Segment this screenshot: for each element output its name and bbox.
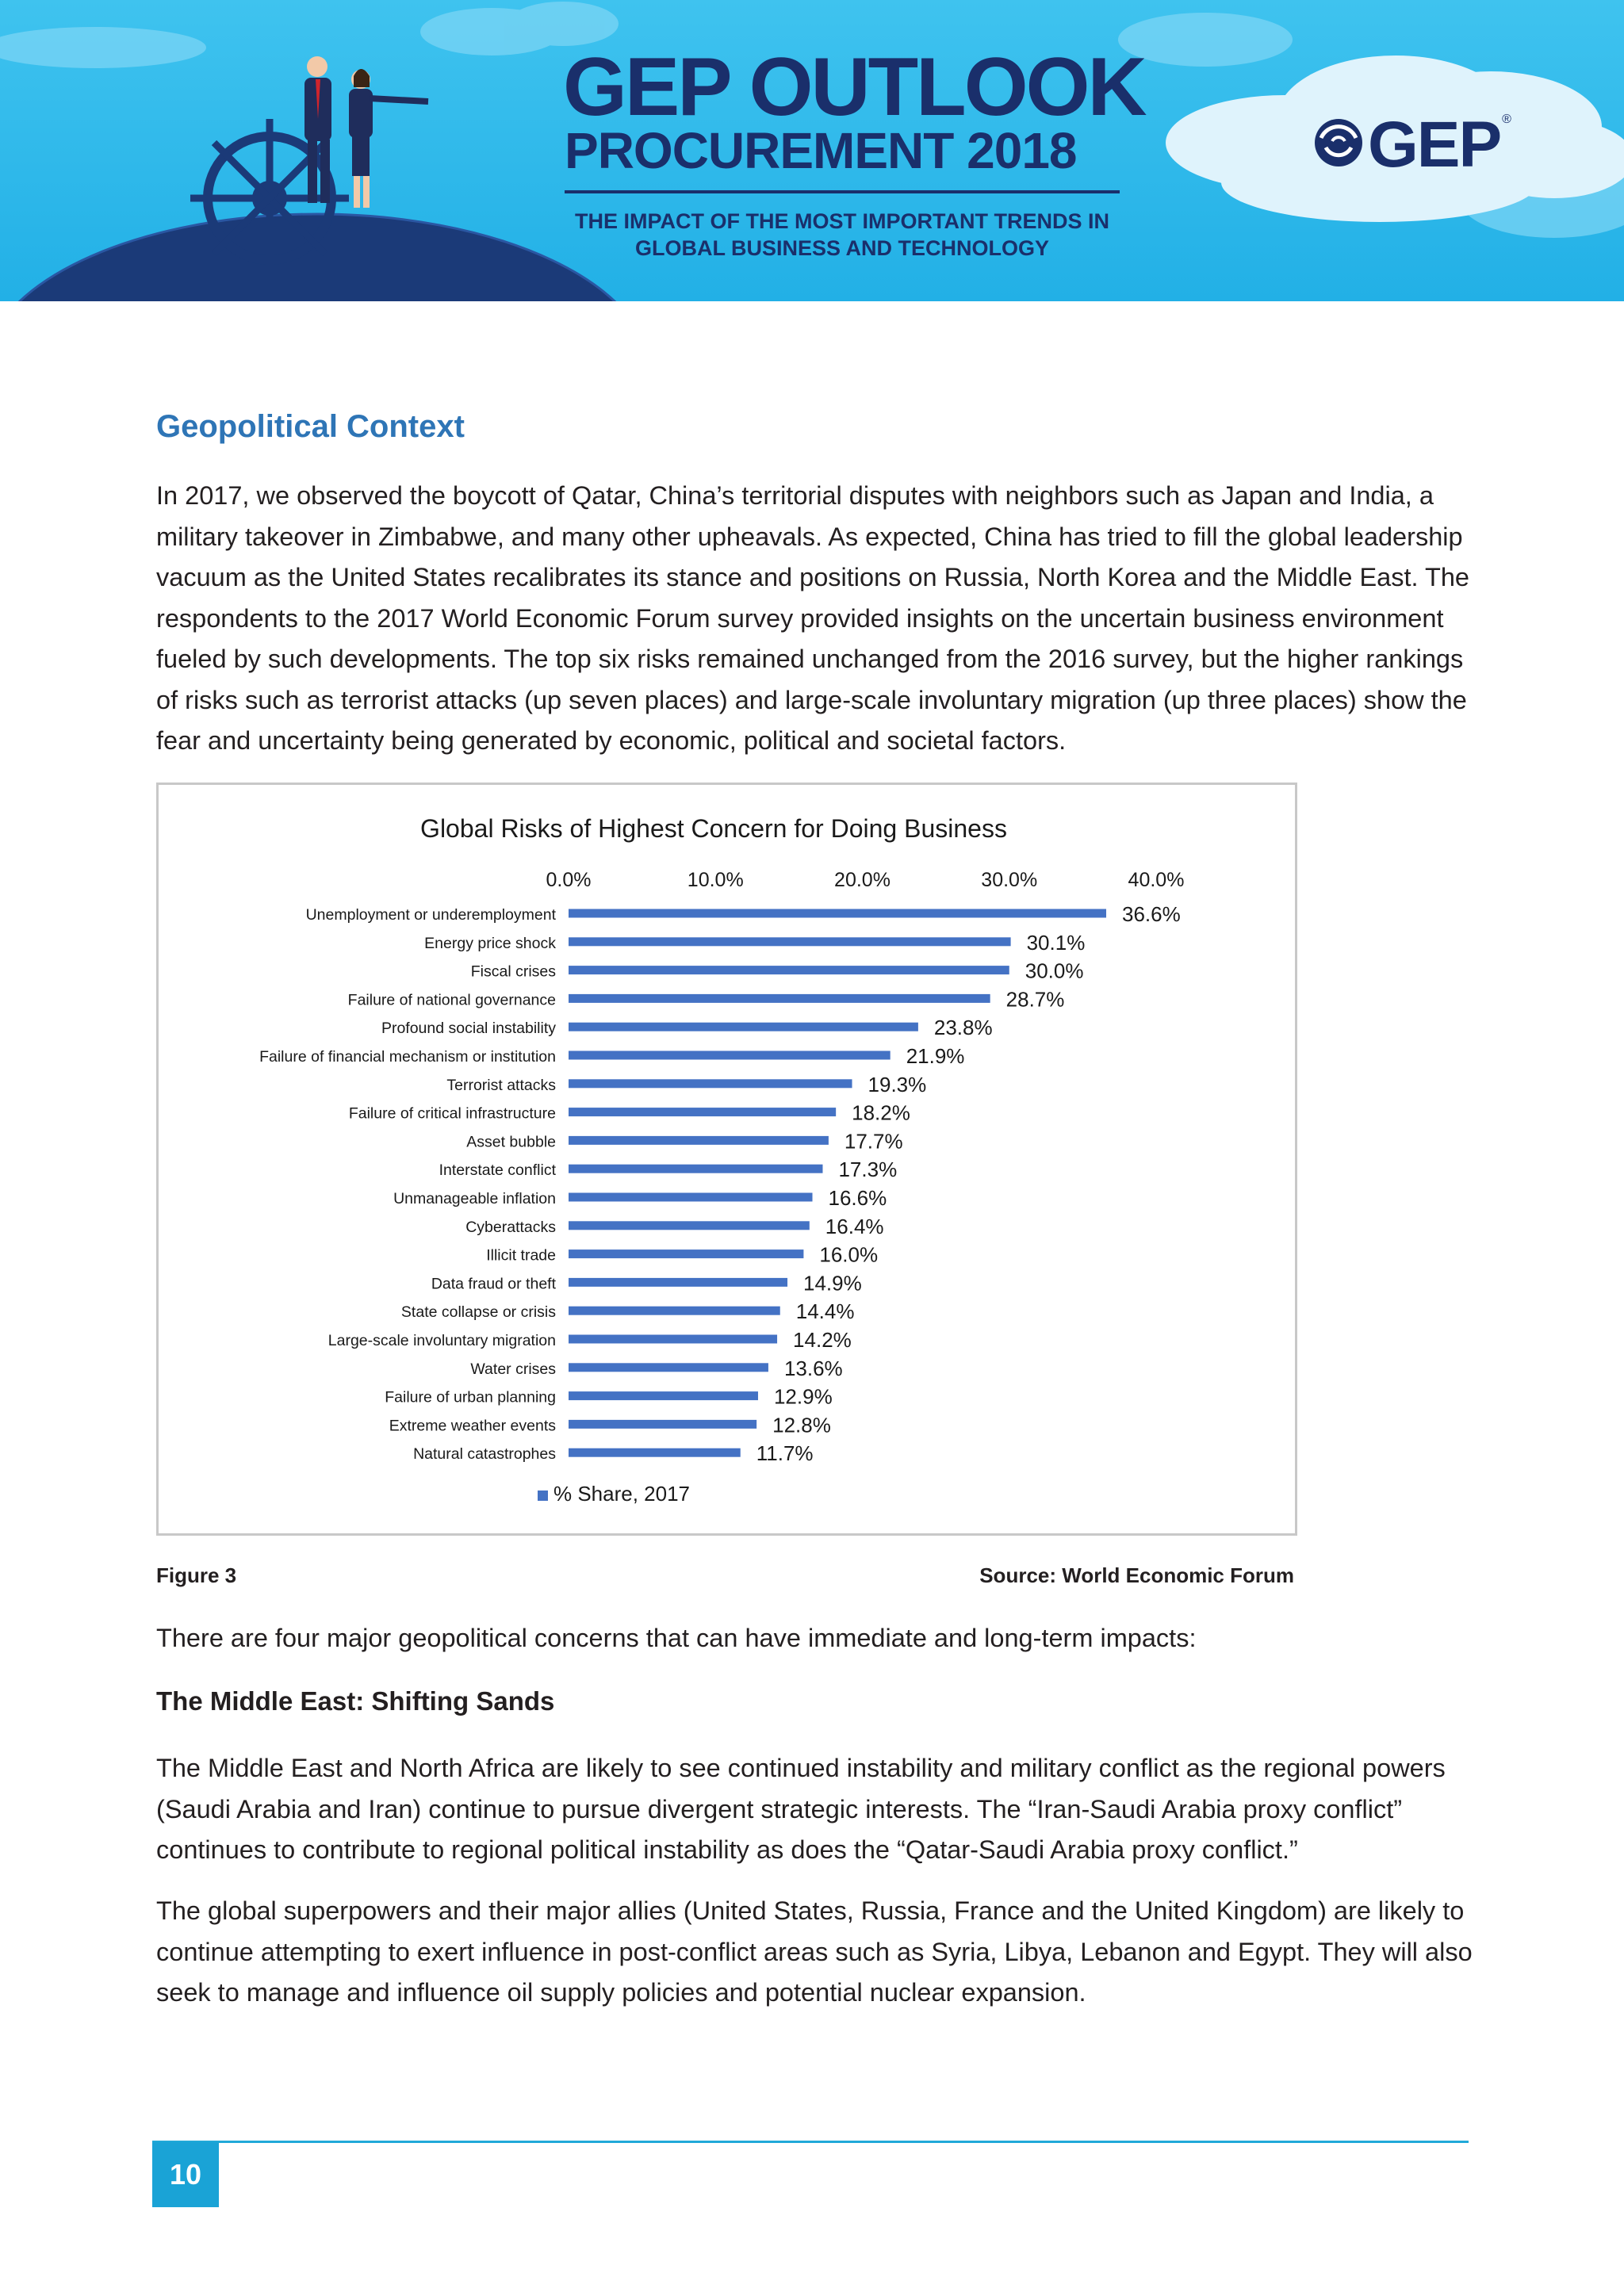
report-subtitle-line1: THE IMPACT OF THE MOST IMPORTANT TRENDS IN <box>575 209 1109 233</box>
data-label: 12.9% <box>773 1384 833 1409</box>
category-label: Extreme weather events <box>389 1417 556 1435</box>
data-label: 16.4% <box>825 1214 884 1238</box>
x-tick-label: 20.0% <box>834 869 891 891</box>
intro-paragraph: In 2017, we observed the boycott of Qatar, China’s territorial disputes with neighbors such as Japan and India, a military takeover in Zimbabwe, and many other upheavals. As expected, China has tried to fill the global leadership vacuum as the United States recalibrates its stance and positions on Russia, North Korea and the Middle East. The respondents to the 2017 World Economic Forum survey provided insights on the uncertain business environment fueled by such developments. The top six risks remained unchanged from the 2016 survey, but the higher rankings of risks such as terrorist attacks (up seven places) and large-scale involuntary migration (up three places) show the fear and uncertainty being generated by economic, political and societal factors. <box>156 481 1469 755</box>
report-subtitle-line2: GLOBAL BUSINESS AND TECHNOLOGY <box>634 236 1050 260</box>
data-label: 30.1% <box>1026 930 1086 955</box>
report-subtitle <box>565 208 1120 262</box>
bar <box>569 909 1106 918</box>
data-label: 14.4% <box>795 1299 855 1324</box>
data-label: 28.7% <box>1005 987 1065 1012</box>
category-label: Cyberattacks <box>465 1218 556 1236</box>
data-label: 13.6% <box>783 1356 843 1380</box>
data-label: 19.3% <box>868 1072 927 1096</box>
data-label: 17.7% <box>844 1129 903 1154</box>
category-label: Failure of urban planning <box>385 1388 556 1406</box>
bar <box>569 1448 741 1457</box>
bar <box>569 1023 918 1031</box>
report-title-line1: GEP OUTLOOK <box>563 41 1145 133</box>
category-label: Fiscal crises <box>470 962 556 981</box>
bar <box>569 1335 777 1344</box>
bar <box>569 994 990 1003</box>
category-label: Data fraud or theft <box>431 1275 556 1293</box>
data-label: 21.9% <box>906 1044 965 1068</box>
page-number: 10 <box>152 2142 219 2207</box>
bar <box>569 1420 756 1429</box>
data-label: 11.7% <box>756 1441 814 1466</box>
x-tick-label: 40.0% <box>1128 869 1185 891</box>
business-people-icon <box>304 56 428 208</box>
bar <box>569 1363 768 1372</box>
bar <box>569 1278 787 1287</box>
bar <box>569 1051 891 1060</box>
chart-title: Global Risks of Highest Concern for Doing Business <box>420 814 1007 843</box>
bar <box>569 1079 852 1088</box>
data-label: 23.8% <box>933 1016 993 1040</box>
category-label: Energy price shock <box>424 934 556 952</box>
bar <box>569 966 1009 974</box>
x-tick-label: 30.0% <box>981 869 1038 891</box>
x-tick-label: 0.0% <box>546 869 592 891</box>
data-label: 14.2% <box>793 1328 852 1352</box>
report-title-line2: PROCUREMENT 2018 <box>565 122 1077 179</box>
category-label: Failure of critical infrastructure <box>348 1104 556 1123</box>
data-label: 30.0% <box>1025 959 1084 983</box>
section-heading: Geopolitical Context <box>156 409 465 444</box>
bar <box>569 1307 780 1315</box>
middle-east-paragraph-2: The global superpowers and their major allies (United States, Russia, France and the United Kingdom) are likely to continue attempting to exert influence in post-conflict areas such as Syria, Libya, Lebanon and Egypt. They will also seek to manage and influence oil supply policies and potential nuclear expansion. <box>156 1896 1473 2007</box>
bar <box>569 1193 813 1202</box>
risk-chart <box>156 783 1297 1536</box>
category-label: Unmanageable inflation <box>393 1190 556 1207</box>
legend-label: % Share, 2017 <box>553 1482 691 1506</box>
category-label: Failure of financial mechanism or institution <box>259 1048 556 1066</box>
category-label: Asset bubble <box>466 1133 556 1151</box>
bar <box>569 1136 829 1145</box>
middle-east-paragraph-1: The Middle East and North Africa are likely to see continued instability and military conflict as the regional powers (Saudi Arabia and Iran) continue to pursue divergent strategic interests. The “Iran-Saudi Arabia proxy conflict” continues to contribute to regional political instability as does the “Qatar-Saudi Arabia proxy conflict.” <box>156 1754 1446 1864</box>
category-label: Profound social instability <box>381 1020 556 1038</box>
data-label: 12.8% <box>772 1413 831 1437</box>
category-label: Unemployment or underemployment <box>305 906 556 924</box>
category-label: Natural catastrophes <box>413 1445 556 1464</box>
registered-mark: ® <box>1502 113 1511 126</box>
lead-paragraph: There are four major geopolitical concerns that can have immediate and long-term impacts: <box>156 1624 1197 1652</box>
footer-divider <box>152 2141 1469 2143</box>
data-label: 36.6% <box>1122 902 1181 926</box>
bar <box>569 937 1011 946</box>
data-label: 18.2% <box>852 1100 910 1125</box>
category-label: Large-scale involuntary migration <box>327 1332 556 1349</box>
data-label: 17.3% <box>838 1158 898 1182</box>
gep-logo <box>1312 109 1511 181</box>
gep-logo-text: GEP <box>1368 109 1501 181</box>
bar <box>569 1391 758 1400</box>
bar <box>569 1249 803 1258</box>
category-label: Failure of national governance <box>347 991 556 1009</box>
header-banner <box>0 0 1624 301</box>
category-label: Illicit trade <box>486 1246 556 1265</box>
category-label: Terrorist attacks <box>446 1076 556 1094</box>
risk-bar-chart-svg <box>159 785 1300 1538</box>
figure-source: Source: World Economic Forum <box>979 1563 1294 1587</box>
category-label: Interstate conflict <box>439 1161 556 1180</box>
figure-label: Figure 3 <box>156 1563 237 1587</box>
bar <box>569 1221 810 1230</box>
data-label: 16.6% <box>828 1186 887 1210</box>
bar <box>569 1165 822 1173</box>
legend-swatch <box>538 1490 548 1501</box>
title-divider <box>565 190 1120 193</box>
middle-east-heading: The Middle East: Shifting Sands <box>156 1686 555 1716</box>
category-label: State collapse or crisis <box>400 1303 556 1322</box>
data-label: 14.9% <box>803 1271 862 1295</box>
category-label: Water crises <box>470 1360 556 1378</box>
bar <box>569 1108 836 1116</box>
x-tick-label: 10.0% <box>687 869 744 891</box>
data-label: 16.0% <box>819 1242 879 1267</box>
